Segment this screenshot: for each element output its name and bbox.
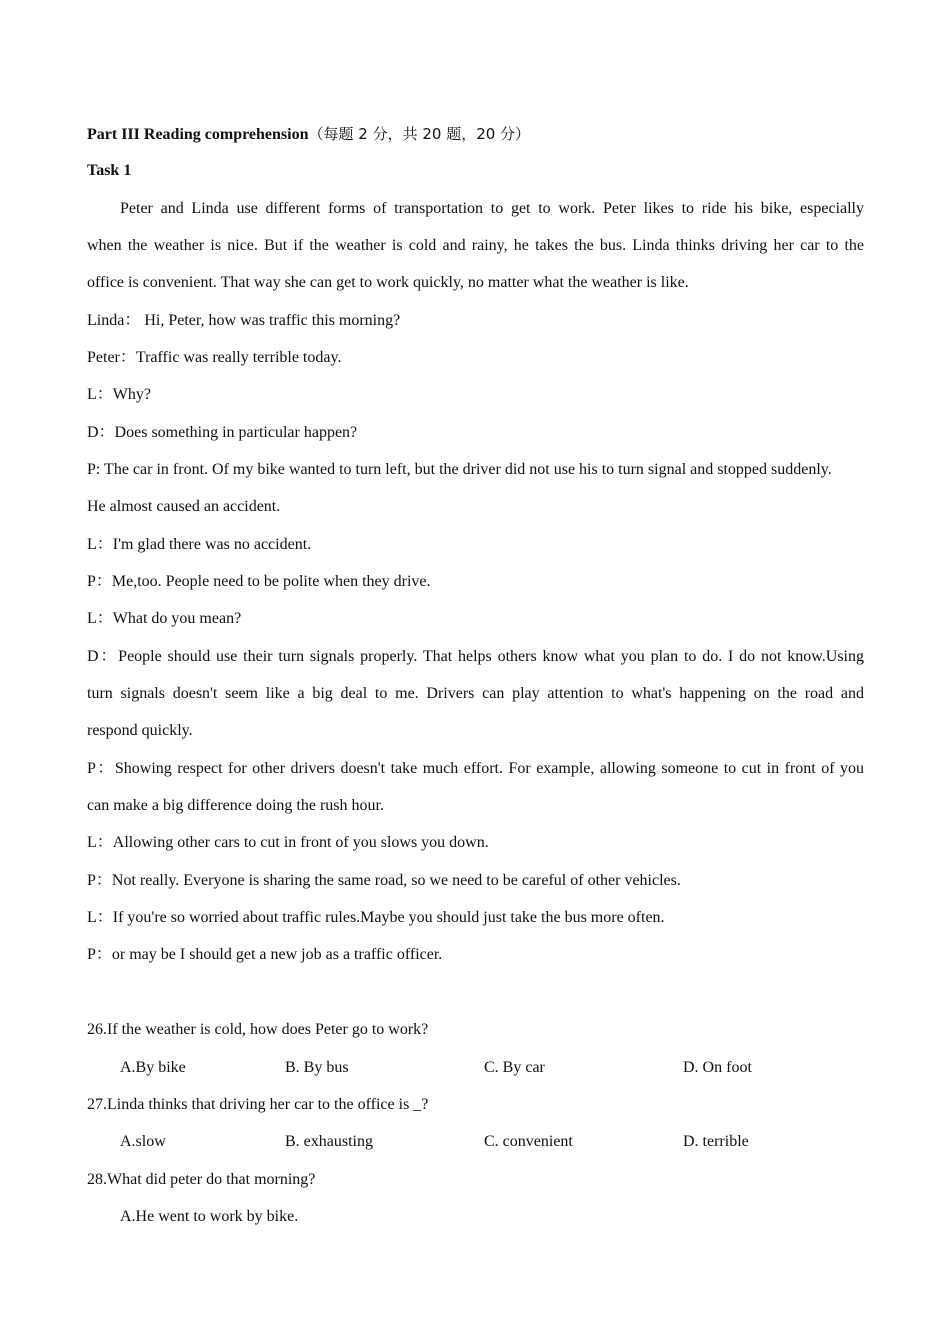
task-title: Task 1	[87, 162, 132, 179]
part-title: Part III Reading comprehension	[87, 126, 309, 143]
question-stem: 28.What did peter do that morning?	[87, 1171, 316, 1188]
option-a: A.slow	[120, 1133, 166, 1150]
option-c: C. convenient	[484, 1133, 573, 1150]
dialogue-line: Linda： Hi, Peter, how was traffic this morning?	[87, 312, 401, 329]
part-heading	[87, 124, 530, 145]
dialogue-line: can make a big difference doing the rush hour.	[87, 797, 384, 814]
option-a: A.He went to work by bike.	[120, 1208, 299, 1225]
dialogue-line: Peter：Traffic was really terrible today.	[87, 349, 342, 366]
dialogue-line: D：People should use their turn signals properly. That helps others know what you plan to do. I do not know.Using	[87, 648, 864, 665]
dialogue-line: P：Me,too. People need to be polite when they drive.	[87, 573, 431, 590]
option-a: A.By bike	[120, 1059, 186, 1076]
passage-intro-line: when the weather is nice. But if the weather is cold and rainy, he takes the bus. Linda thinks driving her car to the	[87, 237, 864, 254]
option-c: C. By car	[484, 1059, 545, 1076]
dialogue-line: respond quickly.	[87, 722, 193, 739]
dialogue-line: P：Not really. Everyone is sharing the same road, so we need to be careful of other vehicles.	[87, 872, 681, 889]
dialogue-line: D：Does something in particular happen?	[87, 424, 358, 441]
passage-intro-line: Peter and Linda use different forms of transportation to get to work. Peter likes to ride his bike, especially	[120, 200, 864, 217]
question-stem: 27.Linda thinks that driving her car to the office is _?	[87, 1096, 429, 1113]
dialogue-line: P：Showing respect for other drivers doesn't take much effort. For example, allowing someone to cut in front of you	[87, 760, 864, 777]
part-scoring: （每题 2 分，共 20 题，20 分）	[308, 125, 531, 143]
dialogue-line: L：Allowing other cars to cut in front of you slows you down.	[87, 834, 489, 851]
dialogue-line: turn signals doesn't seem like a big deal to me. Drivers can play attention to what's happening on the road and	[87, 685, 864, 702]
dialogue-line: He almost caused an accident.	[87, 498, 281, 515]
dialogue-line: L：What do you mean?	[87, 610, 242, 627]
dialogue-line: L：Why?	[87, 386, 151, 403]
dialogue-line: P: The car in front. Of my bike wanted to turn left, but the driver did not use his to turn signal and stopped suddenly.	[87, 461, 832, 478]
option-d: D. On foot	[683, 1059, 752, 1076]
dialogue-line: P：or may be I should get a new job as a traffic officer.	[87, 946, 443, 963]
option-d: D. terrible	[683, 1133, 749, 1150]
option-b: B. By bus	[285, 1059, 349, 1076]
question-stem: 26.If the weather is cold, how does Peter go to work?	[87, 1021, 429, 1038]
passage-intro-line: office is convenient. That way she can get to work quickly, no matter what the weather is like.	[87, 274, 689, 291]
dialogue-line: L：If you're so worried about traffic rules.Maybe you should just take the bus more often.	[87, 909, 665, 926]
option-b: B. exhausting	[285, 1133, 373, 1150]
dialogue-line: L：I'm glad there was no accident.	[87, 536, 312, 553]
